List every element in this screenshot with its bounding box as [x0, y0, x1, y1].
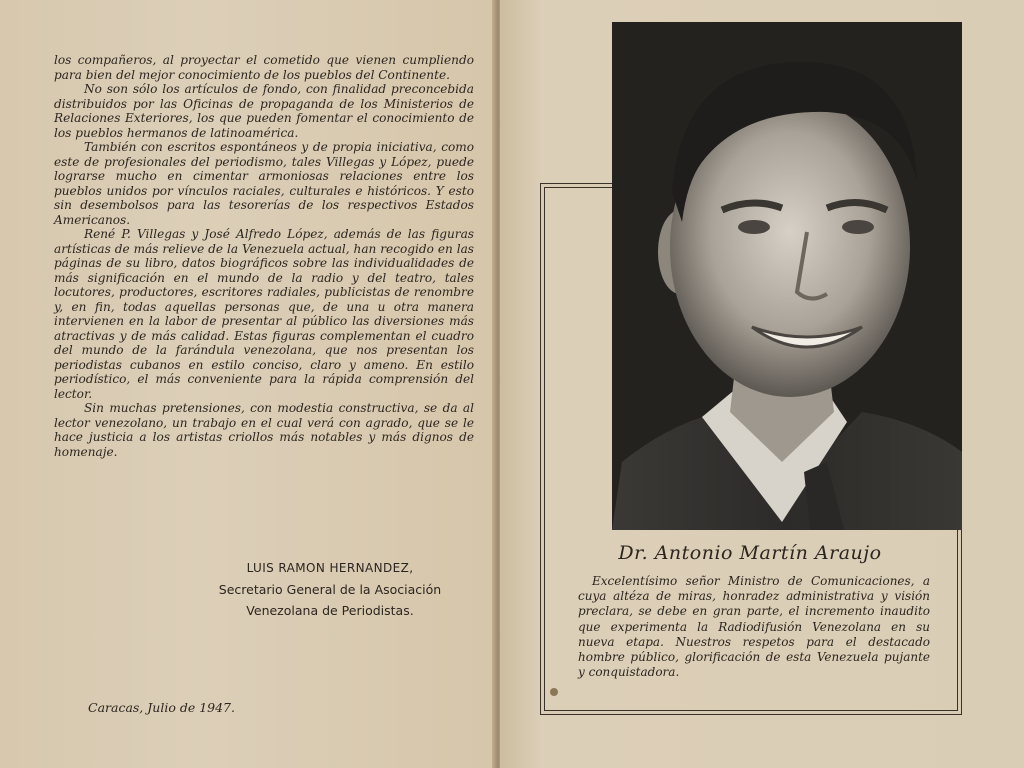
signature-title-line2: Venezolana de Periodistas.	[246, 603, 414, 618]
signature-title-line1: Secretario General de la Asociación	[218, 582, 442, 597]
signature-name: LUIS RAMON HERNANDEZ,	[246, 561, 414, 575]
left-page	[0, 0, 497, 768]
caption-name: Dr. Antonio Martín Araujo	[618, 542, 882, 564]
paragraph: los compañeros, al proyectar el cometido que vienen cumpliendo para bien del mejor conocimiento de los pueblos del Continente.	[54, 53, 474, 82]
signature-block	[170, 558, 490, 621]
body-text	[54, 53, 474, 459]
paragraph: Sin muchas pretensiones, con modestia constructiva, se da al lector venezolano, un trabajo en el cual verá con agrado, que se le hace justicia a los artistas criollos más notables y más dignos de homenaje.	[54, 401, 474, 459]
portrait-photo	[612, 22, 962, 530]
paragraph: También con escritos espontáneos y de propia iniciativa, como este de profesionales del periodismo, tales Villegas y López, puede lograrse mucho en cimentar armoniosas relaciones entre los pueblos unidos por vínculos raciales, culturales e históricos. Y esto sin desembolsos para las tesorerías de los respectivos Estados Americanos.	[54, 140, 474, 227]
paragraph: René P. Villegas y José Alfredo López, además de las figuras artísticas de más relieve de la Venezuela actual, han recogido en las páginas de su libro, datos biográficos sobre las individualidades de más significación en el mundo de la radio y del teatro, tales locutores, productores, escritores radiales, publicistas de renombre y, en fin, todas aquellas personas que, de una u otra manera intervienen en la labor de presentar al público las diversiones más atractivas y de más calidad. Estas figuras complementan el cuadro del mundo de la farándula venezolana, que nos presentan los periodistas cubanos en estilo conciso, claro y ameno. En estilo periodístico, el más conveniente para la rápida comprensión del lector.	[54, 227, 474, 401]
paragraph: No son sólo los artículos de fondo, con finalidad preconcebida distribuidos por las Oficinas de propaganda de los Ministerios de Relaciones Exteriores, los que pueden fomentar el conocimiento de los pueblos hermanos de latinoamérica.	[54, 82, 474, 140]
caption-text: Excelentísimo señor Ministro de Comunicaciones, a cuya altéza de miras, honradez administrativa y visión preclara, se debe en gran parte, el incremento inaudito que experimenta la Radiodifusión Venezolana en su nueva etapa. Nuestros respetos para el destacado hombre público, glorificación de esta Venezuela pujante y conquistadora.	[578, 574, 930, 680]
paper-stain	[550, 688, 558, 696]
place-date: Caracas, Julio de 1947.	[88, 700, 235, 715]
